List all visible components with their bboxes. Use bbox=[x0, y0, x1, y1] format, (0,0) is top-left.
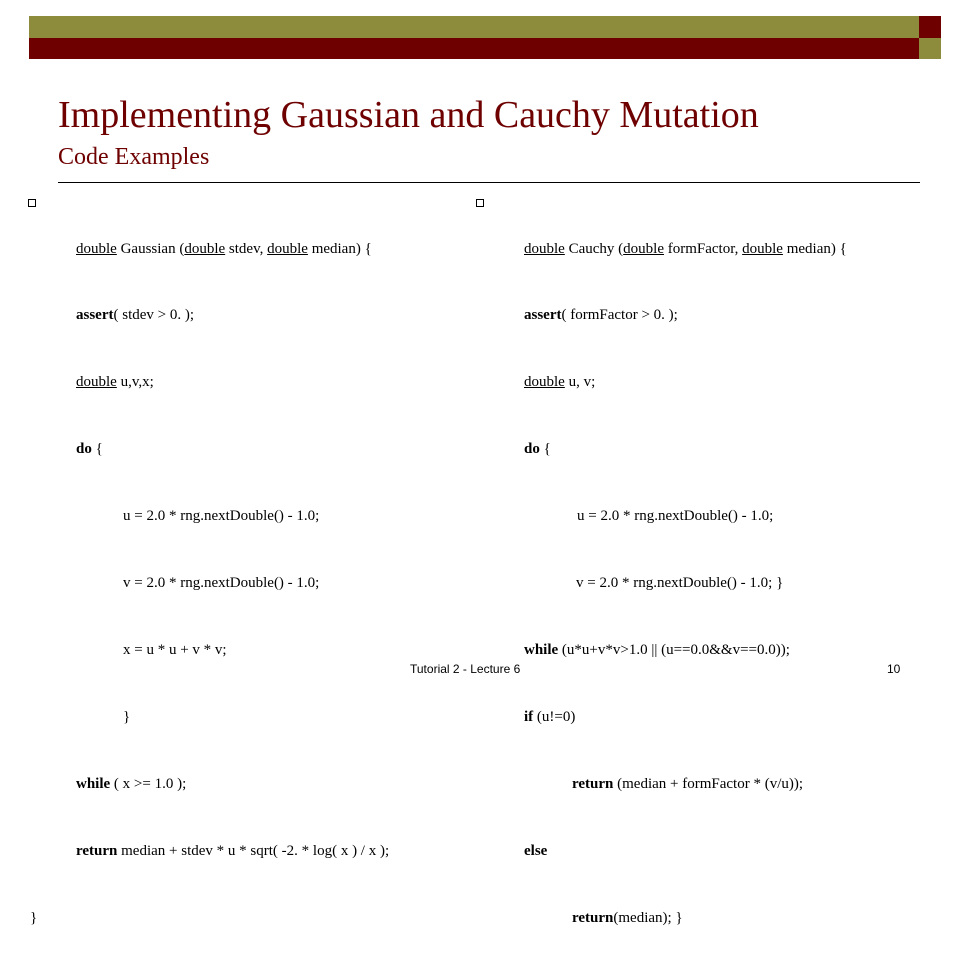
code-text: median) { bbox=[782, 240, 847, 257]
keyword: while bbox=[524, 641, 559, 658]
keyword: while bbox=[76, 775, 111, 792]
code-text: u = 2.0 * rng.nextDouble() - 1.0; bbox=[123, 508, 320, 525]
code-text: (median); } bbox=[613, 909, 683, 926]
cauchy-code bbox=[476, 193, 847, 973]
code-line bbox=[28, 304, 389, 326]
header-bar bbox=[0, 0, 960, 62]
keyword: do bbox=[524, 441, 540, 458]
code-line bbox=[476, 438, 847, 460]
keyword: double bbox=[76, 374, 117, 391]
code-text: ( stdev > 0. ); bbox=[113, 307, 195, 324]
keyword: double bbox=[184, 240, 226, 257]
title-divider bbox=[58, 182, 920, 183]
code-line bbox=[28, 238, 389, 260]
keyword: return bbox=[572, 775, 614, 792]
slide-title: Implementing Gaussian and Cauchy Mutation bbox=[58, 94, 759, 136]
keyword: else bbox=[524, 842, 548, 859]
code-text: u = 2.0 * rng.nextDouble() - 1.0; bbox=[577, 508, 774, 525]
slide-subtitle: Code Examples bbox=[58, 144, 210, 170]
code-text: ( x >= 1.0 ); bbox=[110, 775, 187, 792]
olive-square bbox=[919, 38, 941, 59]
keyword: assert bbox=[76, 307, 114, 324]
code-text: median) { bbox=[307, 240, 372, 257]
keyword: if bbox=[524, 708, 534, 725]
code-line bbox=[476, 639, 847, 661]
keyword: double bbox=[623, 240, 664, 257]
code-line bbox=[476, 706, 847, 728]
code-line bbox=[476, 572, 847, 594]
code-line bbox=[28, 438, 389, 460]
code-line bbox=[28, 840, 389, 862]
code-line bbox=[28, 907, 389, 929]
code-line bbox=[28, 572, 389, 594]
code-line bbox=[28, 773, 389, 795]
code-text: { bbox=[91, 441, 103, 458]
code-line bbox=[476, 773, 847, 795]
code-line bbox=[476, 840, 847, 862]
keyword: do bbox=[76, 441, 92, 458]
keyword: double bbox=[267, 240, 308, 257]
code-text: u, v; bbox=[564, 374, 596, 391]
code-text: Gaussian ( bbox=[116, 240, 185, 257]
code-text: formFactor, bbox=[663, 240, 743, 257]
keyword: assert bbox=[524, 307, 562, 324]
code-text: v = 2.0 * rng.nextDouble() - 1.0; } bbox=[576, 575, 784, 592]
keyword: return bbox=[572, 909, 614, 926]
maroon-stripe bbox=[29, 38, 919, 59]
code-text: } bbox=[30, 909, 38, 926]
keyword: double bbox=[742, 240, 783, 257]
code-text: } bbox=[123, 708, 131, 725]
code-text: Cauchy ( bbox=[564, 240, 624, 257]
code-line bbox=[476, 304, 847, 326]
olive-stripe bbox=[29, 16, 919, 38]
code-text: x = u * u + v * v; bbox=[123, 641, 227, 658]
slide-footer: Tutorial 2 - Lecture 6 bbox=[410, 662, 521, 676]
code-line bbox=[476, 907, 847, 929]
code-text: (u!=0) bbox=[533, 708, 576, 725]
code-line bbox=[476, 505, 847, 527]
code-text: median + stdev * u * sqrt( -2. * log( x ) / x ); bbox=[117, 842, 390, 859]
gaussian-code bbox=[28, 193, 389, 973]
code-line bbox=[28, 371, 389, 393]
code-line bbox=[476, 371, 847, 393]
code-text: (u*u+v*v>1.0 || (u==0.0&&v==0.0)); bbox=[558, 641, 790, 658]
code-line bbox=[28, 706, 389, 728]
keyword: double bbox=[76, 240, 117, 257]
keyword: double bbox=[524, 240, 565, 257]
keyword: return bbox=[76, 842, 118, 859]
code-line bbox=[476, 238, 847, 260]
code-text: ( formFactor > 0. ); bbox=[561, 307, 678, 324]
code-text: { bbox=[539, 441, 551, 458]
code-text: stdev, bbox=[225, 240, 268, 257]
code-text: v = 2.0 * rng.nextDouble() - 1.0; bbox=[123, 575, 320, 592]
code-text: (median + formFactor * (v/u)); bbox=[613, 775, 804, 792]
keyword: double bbox=[524, 374, 565, 391]
code-line bbox=[28, 505, 389, 527]
page-number: 10 bbox=[887, 662, 901, 676]
code-text: u,v,x; bbox=[116, 374, 154, 391]
code-line bbox=[28, 639, 389, 661]
maroon-square bbox=[919, 16, 941, 38]
